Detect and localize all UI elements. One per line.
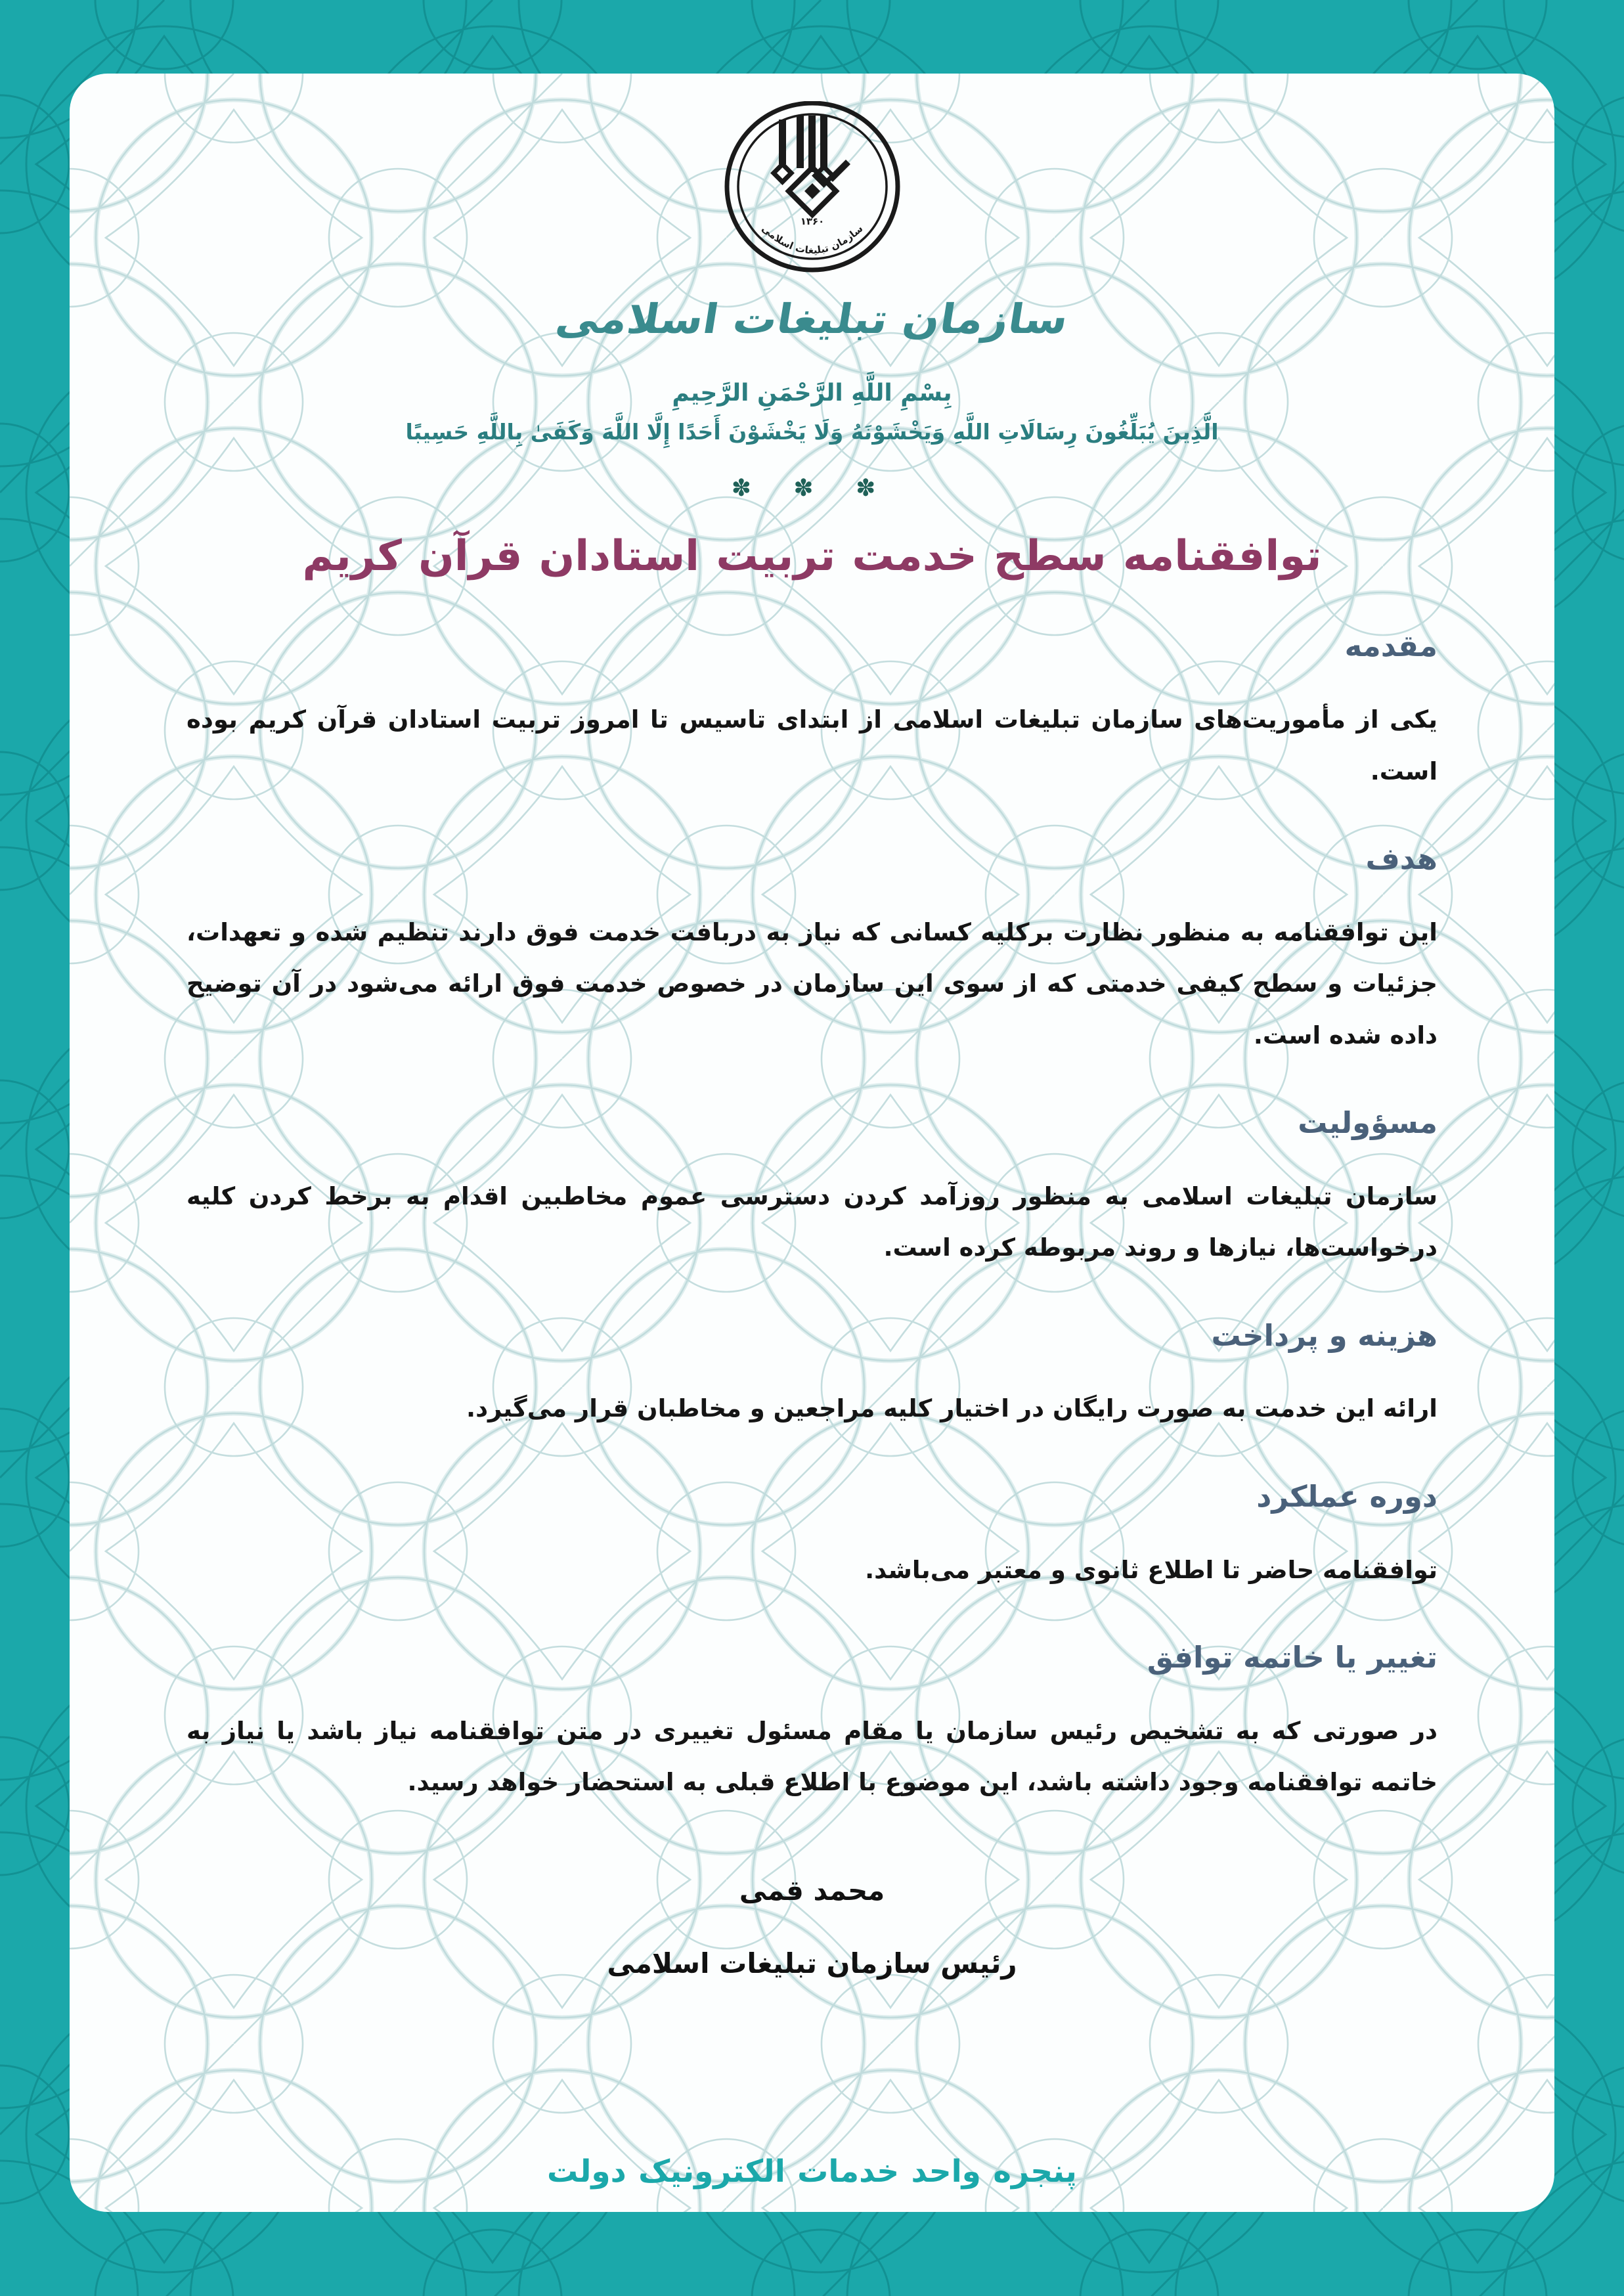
document-sections: [70, 627, 1554, 1808]
section-body-cost-payment: ارائه این خدمت به صورت رایگان در اختیار کلیه مراجعین و مخاطبان قرار می‌گیرد.: [466, 1394, 1437, 1423]
footer-egov-window-text: پنجره واحد خدمات الکترونیک دولت: [547, 2153, 1077, 2190]
signatory-name: محمد قمی: [739, 1874, 885, 1907]
emblem-year-text: ۱۳۶۰: [800, 215, 824, 227]
section-heading-responsibility: مسؤولیت: [1298, 1105, 1437, 1141]
quran-verse-text: الَّذِينَ يُبَلِّغُونَ رِسَالَاتِ اللَّهِ وَيَخْشَوْنَهُ وَلَا يَخْشَوْنَ أَحَدًا إِلَّا اللَّهَ وَكَفَىٰ بِاللَّهِ حَسِيبًا: [405, 418, 1219, 445]
emblem-ring-text: سازمان تبلیغات اسلامی: [759, 222, 865, 257]
section-heading-cost-payment: هزینه و پرداخت: [1211, 1317, 1437, 1353]
section-body-performance-period: توافقنامه حاضر تا اطلاع ثانوی و معتبر می‌باشد.: [865, 1555, 1437, 1584]
bismillah-text: بِسْمِ اللَّهِ الرَّحْمَنِ الرَّحِيمِ: [672, 379, 952, 407]
islamic-propagation-organization-logo-icon: [724, 101, 901, 275]
section-body-goal: این توافقنامه به منظور نظارت برکلیه کسانی که نیاز به دربافت خدمت فوق دارند تنظیم شده و تعهدات، جزئیات و سطح کیفی خدمتی که از سوی این سازمان در خصوص خدمت فوق ارائه می‌شود در آن توضیح داده شده است.: [187, 917, 1437, 1049]
section-heading-change-termination: تغییر یا خاتمه توافق: [1147, 1640, 1437, 1675]
kufic-allah-calligraphy: [774, 116, 850, 215]
document-content: [70, 101, 1554, 2212]
section-heading-goal: هدف: [1365, 841, 1437, 876]
document-sheet: [70, 74, 1554, 2212]
organization-emblem: [724, 101, 901, 278]
section-body-change-termination: در صورتی که به تشخیص رئیس سازمان یا مقام مسئول تغییری در متن توافقنامه نیاز باشد یا نیاز به خاتمه توافقنامه وجود داشته باشد، این موضوع با اطلاع قبلی به استحضار خواهد رسید.: [187, 1716, 1437, 1797]
section-body-introduction: یکی از مأموریت‌های سازمان تبلیغات اسلامی از ابتدای تاسیس تا امروز تربیت استادان قرآن کریم بوده است.: [187, 705, 1437, 785]
organization-calligraphy-signature: سازمان تبلیغات اسلامی: [552, 295, 1072, 343]
section-heading-introduction: مقدمه: [1344, 629, 1437, 664]
section-heading-performance-period: دوره عملکرد: [1256, 1478, 1437, 1514]
star-separator: ✽ ✽ ✽: [731, 474, 893, 502]
signatory-title: رئیس سازمان تبلیغات اسلامی: [607, 1947, 1017, 1979]
section-body-responsibility: سازمان تبلیغات اسلامی به منظور روزآمد کردن دسترسی عموم مخاطبین اقدام به برخط کردن کلیه درخواست‌ها، نیازها و روند مربوطه کرده است.: [187, 1181, 1437, 1262]
signature-block: [70, 1874, 1554, 1979]
document-title: توافقنامه سطح خدمت تربیت استادان قرآن کریم: [302, 531, 1322, 581]
